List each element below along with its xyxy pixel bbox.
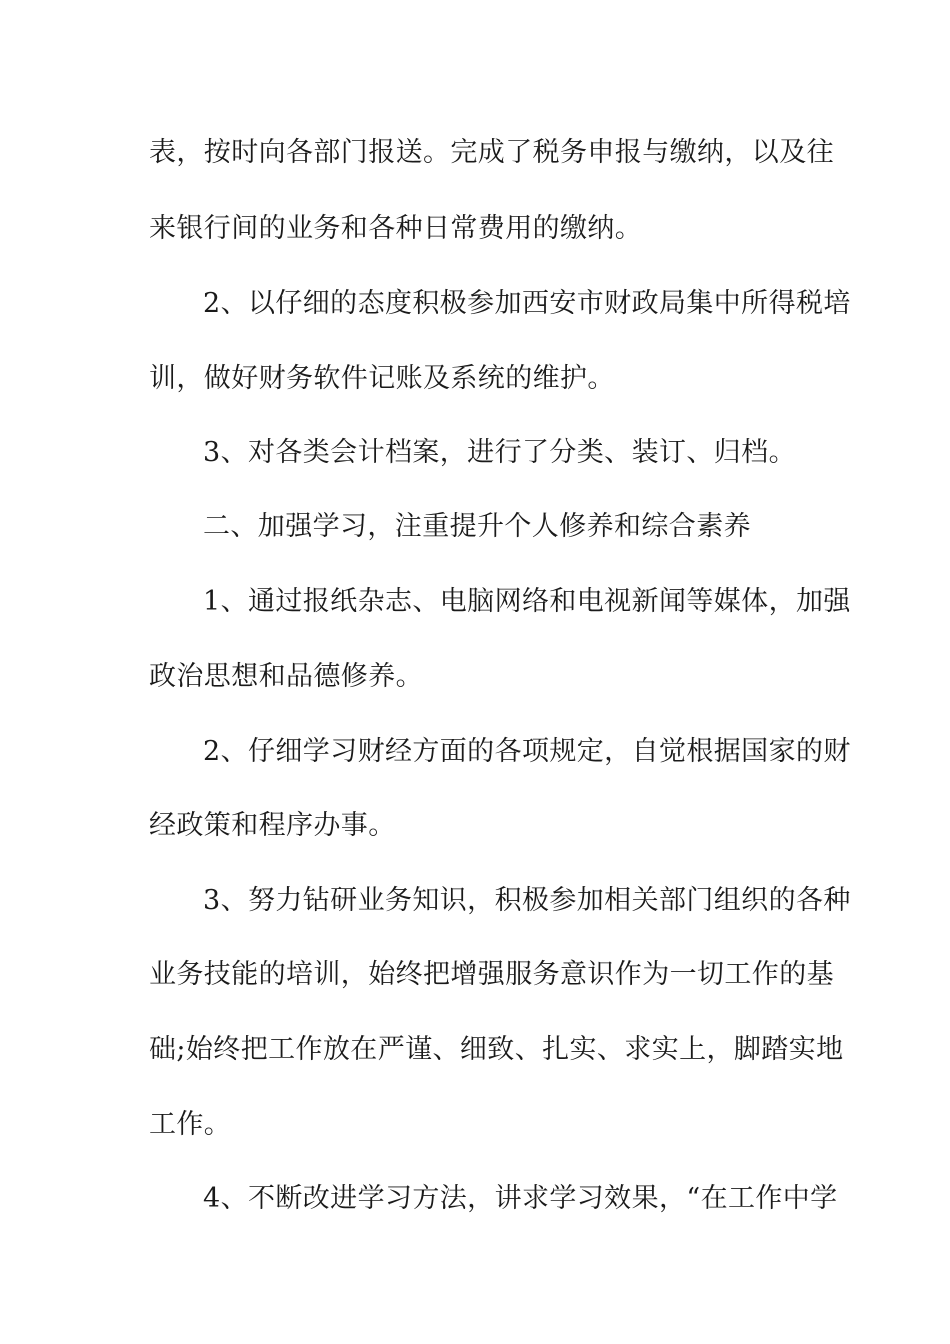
paragraph-line: 表，按时向各部门报送。完成了税务申报与缴纳，以及往 bbox=[149, 137, 834, 168]
paragraph-line: 训，做好财务软件记账及系统的维护。 bbox=[149, 363, 615, 394]
paragraph-line: 础;始终把工作放在严谨、细致、扎实、求实上，脚踏实地 bbox=[149, 1034, 844, 1065]
paragraph-line: 3、对各类会计档案，进行了分类、装订、归档。 bbox=[203, 437, 796, 468]
paragraph-line: 业务技能的培训，始终把增强服务意识作为一切工作的基 bbox=[149, 959, 834, 990]
paragraph-line: 来银行间的业务和各种日常费用的缴纳。 bbox=[149, 213, 643, 244]
paragraph-line: 2、仔细学习财经方面的各项规定，自觉根据国家的财 bbox=[203, 736, 851, 767]
paragraph-line: 4、不断改进学习方法，讲求学习效果，“在工作中学 bbox=[203, 1183, 838, 1214]
paragraph-line: 经政策和程序办事。 bbox=[149, 810, 396, 841]
section-heading: 二、加强学习，注重提升个人修养和综合素养 bbox=[203, 511, 751, 542]
paragraph-line: 2、以仔细的态度积极参加西安市财政局集中所得税培 bbox=[203, 288, 851, 319]
paragraph-line: 工作。 bbox=[149, 1109, 232, 1140]
paragraph-line: 政治思想和品德修养。 bbox=[149, 661, 423, 692]
paragraph-line: 3、努力钻研业务知识，积极参加相关部门组织的各种 bbox=[203, 885, 851, 916]
paragraph-line: 1、通过报纸杂志、电脑网络和电视新闻等媒体，加强 bbox=[203, 586, 851, 617]
